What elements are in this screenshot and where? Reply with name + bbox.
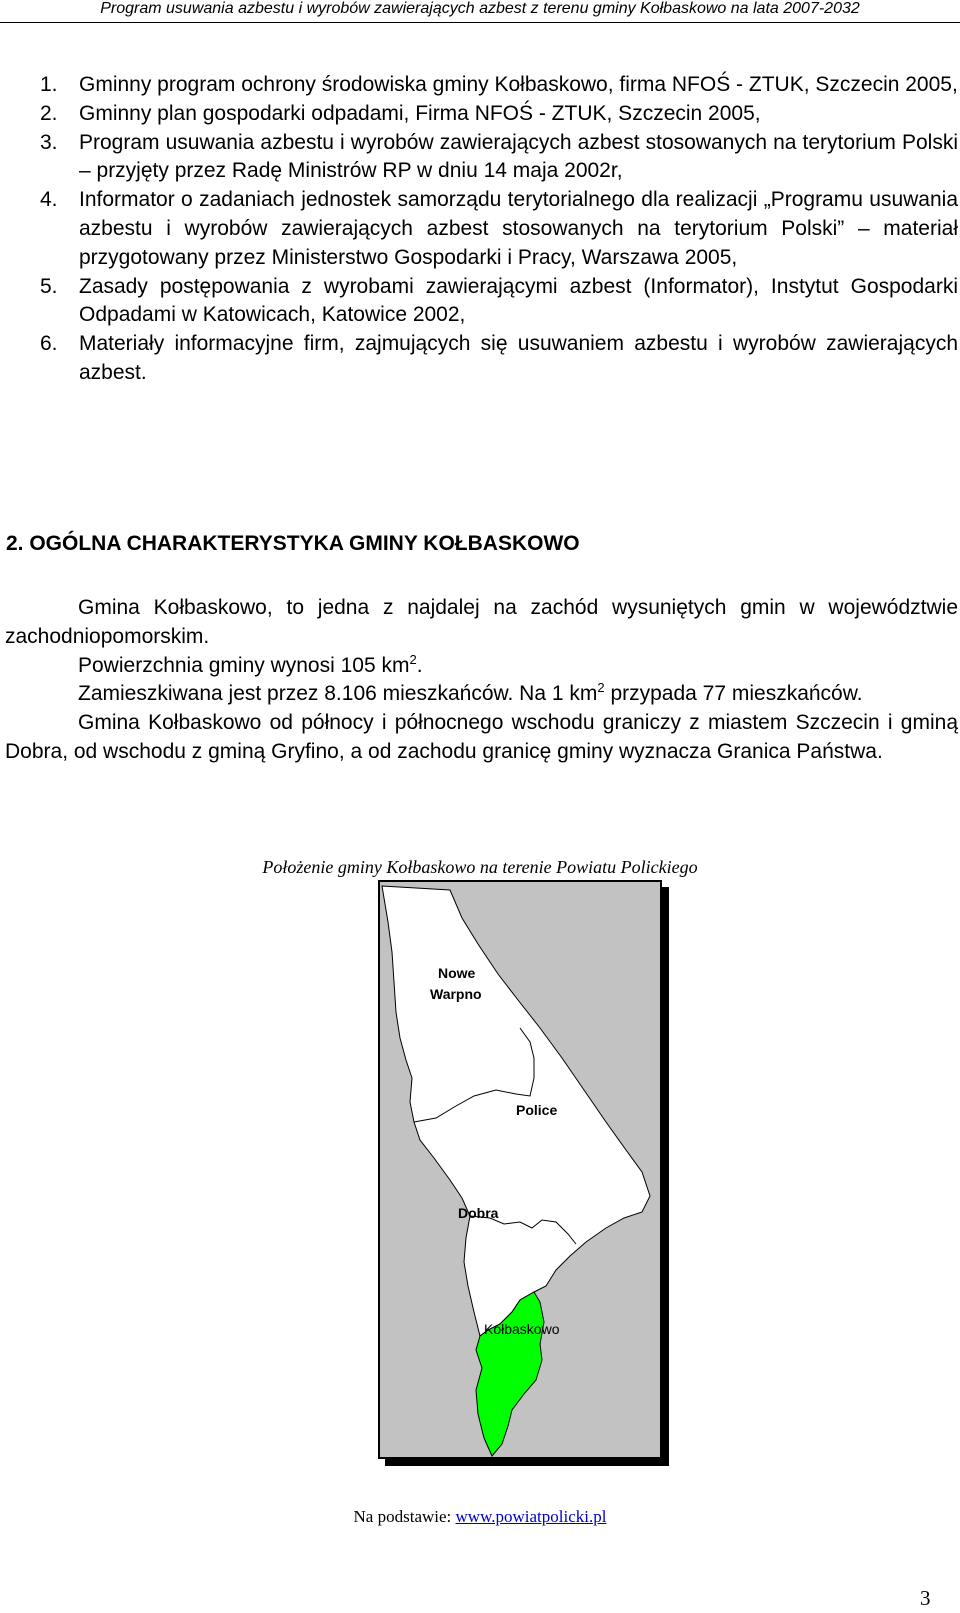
map-caption: Położenie gminy Kołbaskowo na terenie Powiatu Polickiego xyxy=(262,857,698,877)
list-item-text: Gminny plan gospodarki odpadami, Firma NFOŚ - ZTUK, Szczecin 2005, xyxy=(79,101,761,125)
source-link[interactable]: www.powiatpolicki.pl xyxy=(455,1507,607,1526)
list-item-text: Program usuwania azbestu i wyrobów zawierających azbest stosowanych na terytorium Polski – przyjęty przez Radę Ministrów RP w dniu 14 maja 2002r, xyxy=(79,130,958,183)
paragraph-population xyxy=(5,680,958,709)
list-item-text: Gminny program ochrony środowiska gminy Kołbaskowo, firma NFOŚ - ZTUK, Szczecin 2005, xyxy=(79,73,958,96)
superscript: 2 xyxy=(409,651,417,667)
area-end: . xyxy=(416,653,423,677)
population-text: Zamieszkiwana jest przez 8.106 mieszkańców. Na 1 km xyxy=(78,682,598,706)
county-map xyxy=(378,880,662,1459)
paragraph: Gmina Kołbaskowo od północy i północnego wschodu graniczy z miastem Szczecin i gminą Dobra, od wschodu z gminą Gryfino, a od zachodu granicę gminy wyznacza Granica Państwa. xyxy=(5,711,958,763)
list-item xyxy=(40,129,958,187)
list-item xyxy=(40,71,958,100)
list-number: 1. xyxy=(40,73,58,96)
running-header: Program usuwania azbestu i wyrobów zawierających azbest z terenu gminy Kołbaskowo na lata 2007-2032 xyxy=(0,0,960,23)
list-item xyxy=(40,100,958,129)
list-number: 5. xyxy=(40,274,58,298)
page-number: 3 xyxy=(920,1586,931,1610)
list-number: 4. xyxy=(40,188,58,212)
paragraph: Gmina Kołbaskowo, to jedna z najdalej na zachód wysuniętych gmin w województwie zachodniopomorskim. xyxy=(5,596,958,648)
list-number: 6. xyxy=(40,332,58,356)
list-item-text: Informator o zadaniach jednostek samorządu terytorialnego dla realizacji „Programu usuwania azbestu i wyrobów zawierających azbest stosowanych na terytorium Polski” – materiał przygotowany przez Ministerstwo Gospodarki i Pracy, Warszawa 2005, xyxy=(79,188,958,269)
source-label: Na podstawie: xyxy=(353,1507,456,1526)
map-source xyxy=(0,1506,960,1528)
list-item xyxy=(40,273,958,331)
reference-list xyxy=(40,71,958,388)
label-dobra: Dobra xyxy=(458,1205,499,1221)
section-body xyxy=(5,594,958,767)
label-kolbaskowo: Kołbaskowo xyxy=(484,1321,560,1337)
superscript: 2 xyxy=(597,680,605,696)
list-item xyxy=(40,330,958,388)
list-item-text: Zasady postępowania z wyrobami zawierającymi azbest (Informator), Instytut Gospodarki Odpadami w Katowicach, Katowice 2002, xyxy=(79,274,958,327)
map-graphic xyxy=(380,882,660,1457)
label-police: Police xyxy=(516,1102,558,1118)
section-heading: 2. OGÓLNA CHARAKTERYSTYKA GMINY KOŁBASKOWO xyxy=(6,532,580,555)
area-text: Powierzchnia gminy wynosi 105 km xyxy=(78,653,410,677)
label-nowe-line1: Nowe xyxy=(438,965,476,981)
density-text: przypada 77 mieszkańców. xyxy=(604,682,863,706)
list-number: 2. xyxy=(40,101,58,125)
list-item-text: Materiały informacyjne firm, zajmujących się usuwaniem azbestu i wyrobów zawierających azbest. xyxy=(79,332,958,384)
list-item xyxy=(40,186,958,272)
paragraph-area xyxy=(5,652,958,681)
label-nowe-line2: Warpno xyxy=(430,986,482,1002)
list-number: 3. xyxy=(40,130,58,154)
